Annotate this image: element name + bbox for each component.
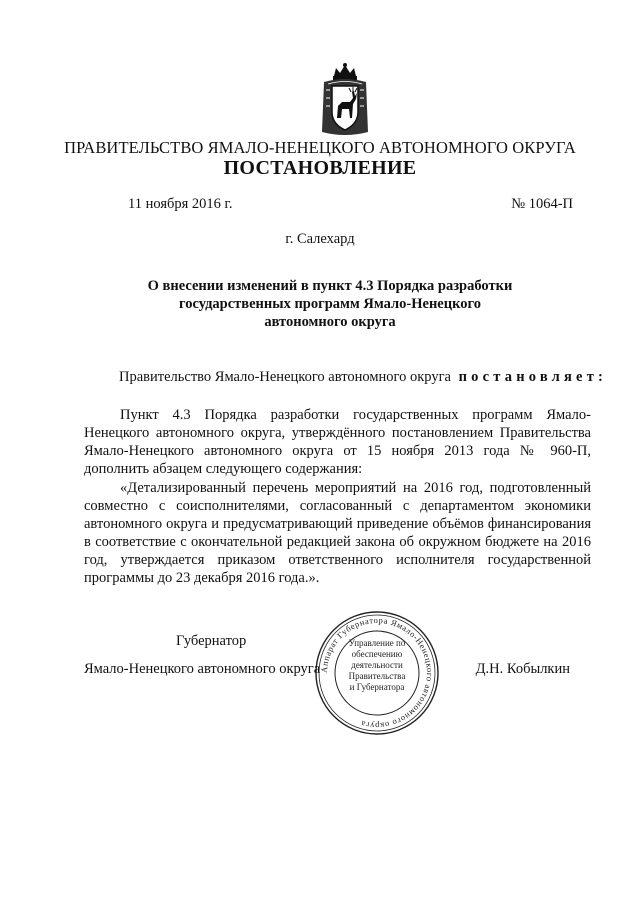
body-paragraph: Пункт 4.3 Порядка разработки государственных программ Ямало-Ненецкого автономного округа, утверждённого постановлением Правительства Ямало-Ненецкого автономного округа от 15 ноября 2013 года № 960-П, дополнить абзацем следующего содержания: [84,407,591,477]
signatory-region: Ямало-Ненецкого автономного округа [84,661,321,677]
signatory-title: Губернатор [176,633,247,649]
decree-title-line: автономного округа [264,314,396,330]
stamp-line: Управление по [348,638,406,648]
decree-city: г. Салехард [285,231,355,247]
resolution-verb: постановляет: [458,369,608,385]
decree-title-line: О внесении изменений в пункт 4.3 Порядка разработки [147,278,513,294]
coat-of-arms-icon [320,62,370,138]
decree-date: 11 ноября 2016 г. [128,196,233,212]
body-paragraph: «Детализированный перечень мероприятий на 2016 год, подготовленный совместно с соисполнителями, согласованный с департаментом экономики автономного округа и предусматривающий приведение объёмов финансирования в соответствие с окончательной редакцией закона об окружном бюджете на 2016 год, утверждается приказом ответственного исполнителя государственной программы до 23 декабря 2016 года.». [84,480,591,586]
stamp-line: Правительства [348,671,406,681]
decree-title-line: государственных программ Ямало-Ненецкого [179,296,481,312]
stamp-center-text [335,638,419,693]
signatory-name: Д.Н. Кобылкин [475,661,570,677]
stamp-ring-text: Аппарат Губернатора Ямало-Ненецкого автономного округа [318,614,436,732]
resolution-intro: Правительство Ямало-Ненецкого автономного округа [119,369,451,385]
stamp-line: деятельности [351,660,403,670]
government-name: ПРАВИТЕЛЬСТВО ЯМАЛО-НЕНЕЦКОГО АВТОНОМНОГО ОКРУГА [64,138,576,157]
stamp-line: и Губернатора [349,682,405,692]
stamp-line: обеспечению [351,649,403,659]
resolution-line [119,369,607,386]
decree-number: № 1064-П [511,196,573,212]
decree-title [110,277,550,331]
document-type: ПОСТАНОВЛЕНИЕ [223,157,417,179]
